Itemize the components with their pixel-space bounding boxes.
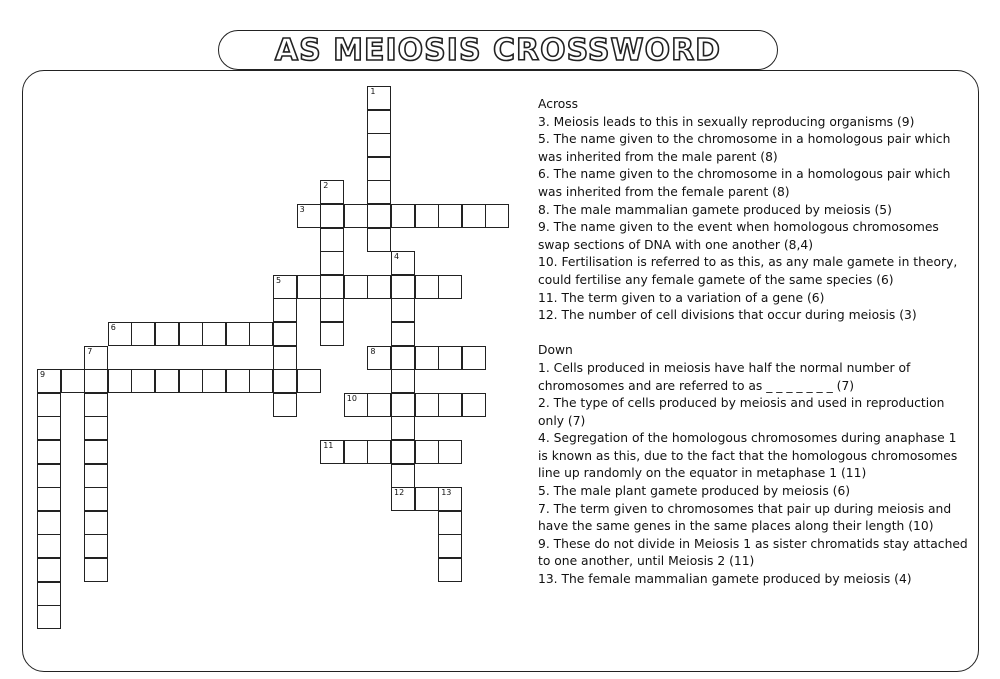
crossword-cell[interactable] [438, 204, 462, 228]
crossword-cell[interactable] [37, 534, 61, 558]
clues-panel [538, 96, 968, 589]
clue-number: 5 [276, 275, 282, 285]
across-clue: 12. The number of cell divisions that occur during meiosis (3) [538, 308, 917, 323]
crossword-cell[interactable] [84, 346, 108, 370]
crossword-cell[interactable] [391, 487, 415, 511]
crossword-cell[interactable] [320, 251, 344, 275]
crossword-cell[interactable] [37, 440, 61, 464]
crossword-cell[interactable] [367, 133, 391, 157]
crossword-cell[interactable] [320, 275, 344, 299]
crossword-cell[interactable] [462, 393, 486, 417]
crossword-cell[interactable] [84, 511, 108, 535]
down-heading: Down [538, 343, 573, 358]
crossword-cell[interactable] [179, 322, 203, 346]
crossword-cell[interactable] [485, 204, 509, 228]
crossword-cell[interactable] [344, 275, 368, 299]
crossword-cell[interactable] [391, 416, 415, 440]
down-clue: 7. The term given to chromosomes that pair up during meiosis and have the same genes in the same places along their length (10) [538, 501, 952, 534]
crossword-cell[interactable] [415, 393, 439, 417]
clue-number: 11 [323, 441, 334, 450]
crossword-cell[interactable] [155, 369, 179, 393]
crossword-cell[interactable] [320, 298, 344, 322]
crossword-cell[interactable] [391, 251, 415, 275]
crossword-cell[interactable] [438, 440, 462, 464]
clue-number: 10 [346, 393, 357, 403]
clue-number: 9 [40, 370, 46, 380]
crossword-cell[interactable] [367, 180, 391, 204]
clue-number: 4 [394, 252, 400, 262]
down-clue: 2. The type of cells produced by meiosis and used in reproduction only (7) [538, 396, 945, 428]
crossword-cell[interactable] [415, 204, 439, 228]
crossword-cell[interactable] [84, 393, 108, 417]
crossword-cell[interactable] [226, 322, 250, 346]
crossword-cell[interactable] [367, 440, 391, 464]
clue-number: 8 [370, 346, 376, 356]
crossword-cell[interactable] [84, 416, 108, 440]
crossword-cell[interactable] [367, 393, 391, 417]
crossword-cell[interactable] [391, 322, 415, 346]
crossword-cell[interactable] [37, 582, 61, 606]
clue-number: 2 [323, 181, 329, 191]
down-clue: 4. Segregation of the homologous chromosomes during anaphase 1 is known as this, due to the fact that the homologous chromosomes line up randomly on the equator in metaphase 1 (11) [538, 431, 958, 481]
crossword-cell[interactable] [202, 369, 226, 393]
crossword-cell[interactable] [84, 558, 108, 582]
crossword-cell[interactable] [438, 393, 462, 417]
crossword-cell[interactable] [320, 180, 344, 204]
across-heading: Across [538, 97, 579, 111]
crossword-cell[interactable] [367, 157, 391, 181]
crossword-cell[interactable] [415, 440, 439, 464]
crossword-cell[interactable] [438, 346, 462, 370]
down-clue: 5. The male plant gamete produced by meiosis (6) [538, 484, 851, 499]
crossword-cell[interactable] [391, 369, 415, 393]
crossword-cell[interactable] [179, 369, 203, 393]
crossword-cell[interactable] [84, 440, 108, 464]
crossword-cell[interactable] [84, 369, 108, 393]
across-clue: 8. The male mammalian gamete produced by meiosis (5) [538, 202, 892, 217]
crossword-cell[interactable] [61, 369, 85, 393]
crossword-cell[interactable] [438, 487, 462, 511]
crossword-cell[interactable] [273, 393, 297, 417]
across-clue: 6. The name given to the chromosome in a homologous pair which was inherited from the female parent (8) [538, 167, 951, 199]
clue-number: 3 [299, 205, 305, 214]
crossword-cell[interactable] [462, 346, 486, 370]
crossword-cell[interactable] [415, 346, 439, 370]
down-clue: 13. The female mammalian gamete produced by meiosis (4) [538, 572, 912, 587]
down-clue: 9. These do not divide in Meiosis 1 as sister chromatids stay attached to one another, until Meiosis 2 (11) [538, 536, 968, 569]
crossword-cell[interactable] [131, 369, 155, 393]
crossword-cell[interactable] [367, 275, 391, 299]
crossword-cell[interactable] [367, 110, 391, 134]
crossword-cell[interactable] [37, 511, 61, 535]
crossword-cell[interactable] [37, 369, 61, 393]
crossword-cell[interactable] [462, 204, 486, 228]
crossword-cell[interactable] [391, 346, 415, 370]
crossword-cell[interactable] [367, 86, 391, 110]
crossword-cell[interactable] [415, 487, 439, 511]
crossword-cell[interactable] [131, 322, 155, 346]
crossword-cell[interactable] [37, 416, 61, 440]
clue-number: 6 [110, 323, 116, 332]
crossword-cell[interactable] [273, 369, 297, 393]
page-title: AS MEIOSIS CROSSWORD [274, 32, 722, 68]
crossword-cell[interactable] [344, 204, 368, 228]
crossword-cell[interactable] [37, 605, 61, 629]
crossword-cell[interactable] [367, 346, 391, 370]
clue-number: 7 [87, 346, 93, 356]
crossword-cell[interactable] [297, 369, 321, 393]
down-clue: 1. Cells produced in meiosis have half the normal number of chromosomes and are referred to as _ _ _ _ _ _ _ (7) [538, 360, 911, 393]
across-clue: 10. Fertilisation is referred to as this, as any male gamete in theory, could fertilise any female gamete of the same species (6) [538, 255, 958, 287]
crossword-cell[interactable] [202, 322, 226, 346]
crossword-cell[interactable] [37, 393, 61, 417]
clue-number: 1 [370, 87, 376, 96]
across-clue: 5. The name given to the chromosome in a homologous pair which was inherited from the male parent (8) [538, 132, 951, 164]
clue-number: 13 [441, 488, 452, 498]
crossword-cell[interactable] [273, 298, 297, 322]
across-clue: 3. Meiosis leads to this in sexually reproducing organisms (9) [538, 114, 915, 129]
crossword-cell[interactable] [320, 322, 344, 346]
crossword-cell[interactable] [438, 275, 462, 299]
crossword-cell[interactable] [297, 204, 321, 228]
across-clue: 11. The term given to a variation of a gene (6) [538, 290, 825, 305]
crossword-cell[interactable] [273, 322, 297, 346]
crossword-cell[interactable] [273, 346, 297, 370]
crossword-cell[interactable] [320, 228, 344, 252]
crossword-cell[interactable] [320, 204, 344, 228]
crossword-cell[interactable] [37, 558, 61, 582]
crossword-cell[interactable] [226, 369, 250, 393]
crossword-cell[interactable] [84, 487, 108, 511]
crossword-cell[interactable] [391, 393, 415, 417]
crossword-cell[interactable] [249, 322, 273, 346]
crossword-cell[interactable] [391, 440, 415, 464]
across-clue: 9. The name given to the event when homologous chromosomes swap sections of DNA with one another (8,4) [538, 220, 939, 252]
crossword-cell[interactable] [37, 464, 61, 488]
crossword-cell[interactable] [320, 440, 344, 464]
crossword-cell[interactable] [415, 275, 439, 299]
crossword-cell[interactable] [367, 204, 391, 228]
crossword-cell[interactable] [344, 440, 368, 464]
crossword-cell[interactable] [438, 511, 462, 535]
crossword-cell[interactable] [108, 369, 132, 393]
clue-number: 12 [394, 488, 405, 498]
crossword-cell[interactable] [84, 464, 108, 488]
crossword-cell[interactable] [391, 464, 415, 488]
crossword-cell[interactable] [273, 275, 297, 299]
crossword-cell[interactable] [249, 369, 273, 393]
crossword-cell[interactable] [391, 275, 415, 299]
crossword-cell[interactable] [391, 204, 415, 228]
crossword-cell[interactable] [438, 558, 462, 582]
crossword-cell[interactable] [108, 322, 132, 346]
crossword-cell[interactable] [155, 322, 179, 346]
crossword-cell[interactable] [84, 534, 108, 558]
crossword-cell[interactable] [438, 534, 462, 558]
crossword-cell[interactable] [344, 393, 368, 417]
crossword-cell[interactable] [37, 487, 61, 511]
crossword-cell[interactable] [297, 275, 321, 299]
crossword-cell[interactable] [367, 228, 391, 252]
crossword-cell[interactable] [391, 298, 415, 322]
